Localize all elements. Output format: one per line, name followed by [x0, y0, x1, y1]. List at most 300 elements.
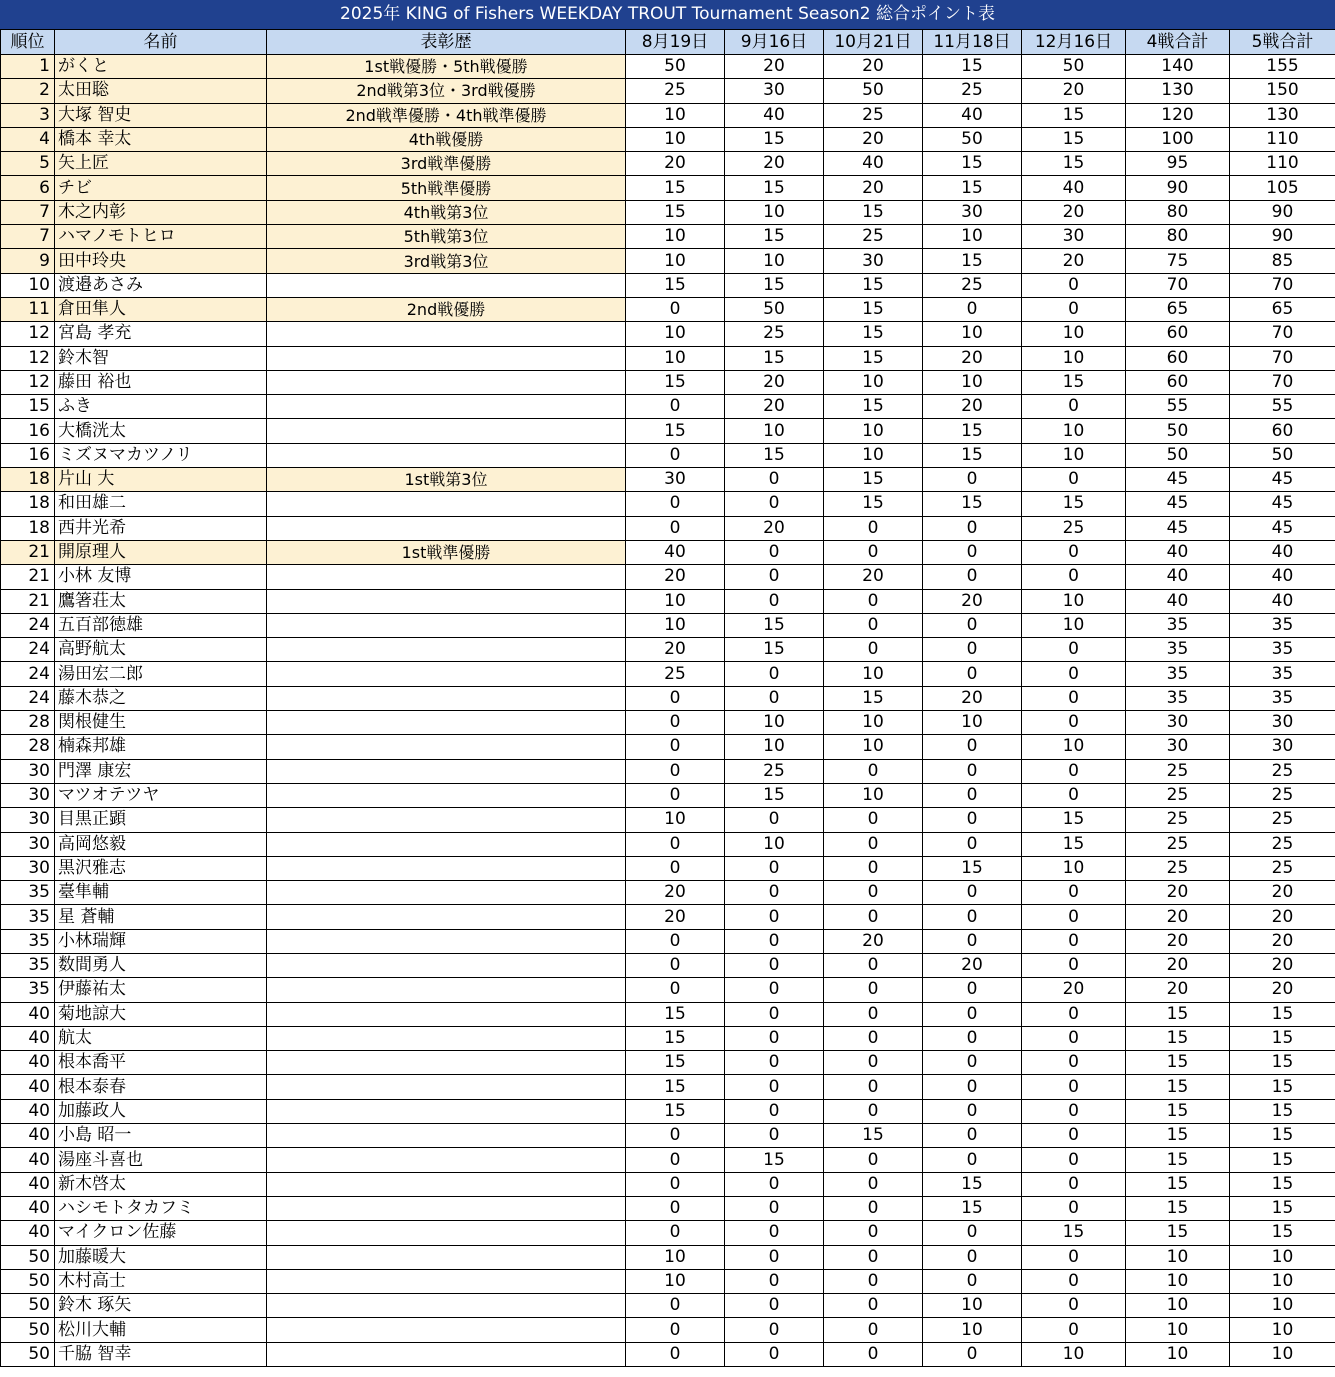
- name-cell: 木村高士: [55, 1269, 267, 1293]
- rank-cell: 18: [1, 516, 55, 540]
- total-4-cell: 120: [1126, 103, 1230, 127]
- round-1-cell: 10: [626, 225, 725, 249]
- total-5-cell: 35: [1230, 662, 1335, 686]
- round-2-cell: 0: [725, 1245, 824, 1269]
- round-3-cell: 10: [824, 662, 923, 686]
- round-2-cell: 0: [725, 540, 824, 564]
- round-1-cell: 0: [626, 953, 725, 977]
- total-4-cell: 60: [1126, 370, 1230, 394]
- total-5-cell: 35: [1230, 686, 1335, 710]
- name-cell: ハマノモトヒロ: [55, 225, 267, 249]
- round-5-cell: 0: [1022, 953, 1126, 977]
- total-5-cell: 50: [1230, 443, 1335, 467]
- rank-cell: 21: [1, 589, 55, 613]
- name-cell: マツオテツヤ: [55, 783, 267, 807]
- awards-cell: [267, 1342, 626, 1366]
- name-cell: 和田雄二: [55, 492, 267, 516]
- total-4-cell: 15: [1126, 1026, 1230, 1050]
- rank-cell: 30: [1, 832, 55, 856]
- total-4-cell: 45: [1126, 492, 1230, 516]
- total-4-cell: 90: [1126, 176, 1230, 200]
- awards-cell: [267, 1294, 626, 1318]
- total-4-cell: 35: [1126, 686, 1230, 710]
- total-4-cell: 15: [1126, 1172, 1230, 1196]
- round-2-cell: 0: [725, 978, 824, 1002]
- name-cell: 湯田宏二郎: [55, 662, 267, 686]
- table-row: [1, 540, 1335, 564]
- round-3-cell: 0: [824, 540, 923, 564]
- round-5-cell: 0: [1022, 1075, 1126, 1099]
- awards-cell: [267, 638, 626, 662]
- total-5-cell: 40: [1230, 589, 1335, 613]
- round-3-cell: 15: [824, 468, 923, 492]
- table-row: [1, 225, 1335, 249]
- round-5-cell: 0: [1022, 1318, 1126, 1342]
- total-4-cell: 25: [1126, 759, 1230, 783]
- round-1-cell: 0: [626, 686, 725, 710]
- total-4-cell: 55: [1126, 395, 1230, 419]
- round-1-cell: 20: [626, 152, 725, 176]
- round-5-cell: 0: [1022, 1148, 1126, 1172]
- total-4-cell: 20: [1126, 905, 1230, 929]
- rank-cell: 3: [1, 103, 55, 127]
- round-2-cell: 50: [725, 297, 824, 321]
- round-3-cell: 0: [824, 759, 923, 783]
- total-5-cell: 15: [1230, 1002, 1335, 1026]
- total-5-cell: 110: [1230, 152, 1335, 176]
- name-cell: 航太: [55, 1026, 267, 1050]
- round-4-cell: 15: [923, 443, 1022, 467]
- awards-cell: [267, 395, 626, 419]
- awards-cell: 4th戦第3位: [267, 200, 626, 224]
- rank-cell: 9: [1, 249, 55, 273]
- total-4-cell: 50: [1126, 443, 1230, 467]
- name-cell: 根本喬平: [55, 1051, 267, 1075]
- round-1-cell: 0: [626, 297, 725, 321]
- awards-cell: [267, 1318, 626, 1342]
- round-4-cell: 0: [923, 1002, 1022, 1026]
- rank-cell: 50: [1, 1318, 55, 1342]
- total-4-cell: 15: [1126, 1075, 1230, 1099]
- round-4-cell: 0: [923, 297, 1022, 321]
- round-1-cell: 10: [626, 589, 725, 613]
- awards-cell: [267, 759, 626, 783]
- round-4-cell: 0: [923, 1124, 1022, 1148]
- round-4-cell: 30: [923, 200, 1022, 224]
- header-row: [1, 30, 1335, 55]
- round-3-cell: 0: [824, 978, 923, 1002]
- round-4-cell: 50: [923, 127, 1022, 151]
- name-cell: 太田聡: [55, 79, 267, 103]
- table-row: [1, 905, 1335, 929]
- table-row: [1, 881, 1335, 905]
- table-row: [1, 856, 1335, 880]
- round-5-cell: 20: [1022, 79, 1126, 103]
- rank-cell: 40: [1, 1099, 55, 1123]
- table-row: [1, 79, 1335, 103]
- awards-cell: [267, 735, 626, 759]
- name-cell: 木之内彰: [55, 200, 267, 224]
- round-3-cell: 0: [824, 1002, 923, 1026]
- rank-cell: 7: [1, 200, 55, 224]
- total-5-cell: 130: [1230, 103, 1335, 127]
- round-5-cell: 0: [1022, 783, 1126, 807]
- round-2-cell: 0: [725, 929, 824, 953]
- round-2-cell: 0: [725, 468, 824, 492]
- table-row: [1, 1099, 1335, 1123]
- table-row: [1, 1075, 1335, 1099]
- round-4-cell: 0: [923, 613, 1022, 637]
- round-1-cell: 0: [626, 1318, 725, 1342]
- table-row: [1, 1318, 1335, 1342]
- round-4-cell: 15: [923, 1196, 1022, 1220]
- rank-cell: 50: [1, 1342, 55, 1366]
- round-4-cell: 10: [923, 711, 1022, 735]
- round-2-cell: 20: [725, 152, 824, 176]
- name-cell: 橋本 幸太: [55, 127, 267, 151]
- awards-cell: 2nd戦準優勝・4th戦準優勝: [267, 103, 626, 127]
- round-3-cell: 0: [824, 1051, 923, 1075]
- round-1-cell: 10: [626, 1245, 725, 1269]
- round-5-cell: 0: [1022, 929, 1126, 953]
- round-3-cell: 20: [824, 127, 923, 151]
- rank-cell: 35: [1, 881, 55, 905]
- total-4-cell: 45: [1126, 468, 1230, 492]
- total-5-cell: 25: [1230, 783, 1335, 807]
- round-5-cell: 0: [1022, 711, 1126, 735]
- round-4-cell: 15: [923, 492, 1022, 516]
- total-5-cell: 25: [1230, 856, 1335, 880]
- total-5-cell: 45: [1230, 516, 1335, 540]
- awards-cell: 1st戦第3位: [267, 468, 626, 492]
- round-3-cell: 0: [824, 1245, 923, 1269]
- total-4-cell: 70: [1126, 273, 1230, 297]
- rank-cell: 40: [1, 1124, 55, 1148]
- rank-cell: 12: [1, 322, 55, 346]
- name-cell: 千脇 智幸: [55, 1342, 267, 1366]
- round-1-cell: 40: [626, 540, 725, 564]
- table-row: [1, 662, 1335, 686]
- round-4-cell: 0: [923, 832, 1022, 856]
- round-3-cell: 0: [824, 1026, 923, 1050]
- round-3-cell: 15: [824, 200, 923, 224]
- name-cell: 大塚 智史: [55, 103, 267, 127]
- round-2-cell: 20: [725, 516, 824, 540]
- total-5-cell: 20: [1230, 905, 1335, 929]
- awards-cell: [267, 832, 626, 856]
- round-2-cell: 20: [725, 55, 824, 79]
- round-3-cell: 40: [824, 152, 923, 176]
- round-2-cell: 0: [725, 1342, 824, 1366]
- total-4-cell: 60: [1126, 322, 1230, 346]
- round-2-cell: 15: [725, 638, 824, 662]
- total-5-cell: 20: [1230, 978, 1335, 1002]
- name-cell: 楠森邦雄: [55, 735, 267, 759]
- total-4-cell: 35: [1126, 638, 1230, 662]
- table-row: [1, 443, 1335, 467]
- total-4-cell: 15: [1126, 1124, 1230, 1148]
- awards-cell: [267, 881, 626, 905]
- round-5-cell: 0: [1022, 1051, 1126, 1075]
- rank-cell: 21: [1, 565, 55, 589]
- round-1-cell: 0: [626, 711, 725, 735]
- rank-cell: 1: [1, 55, 55, 79]
- round-3-cell: 15: [824, 297, 923, 321]
- round-1-cell: 0: [626, 1221, 725, 1245]
- total-5-cell: 110: [1230, 127, 1335, 151]
- header-round-5: 12月16日: [1022, 30, 1126, 55]
- round-3-cell: 0: [824, 808, 923, 832]
- round-5-cell: 10: [1022, 856, 1126, 880]
- table-row: [1, 1002, 1335, 1026]
- round-1-cell: 0: [626, 929, 725, 953]
- table-row: [1, 978, 1335, 1002]
- round-4-cell: 15: [923, 152, 1022, 176]
- round-4-cell: 25: [923, 273, 1022, 297]
- total-4-cell: 15: [1126, 1221, 1230, 1245]
- total-4-cell: 45: [1126, 516, 1230, 540]
- round-5-cell: 10: [1022, 443, 1126, 467]
- round-5-cell: 0: [1022, 1099, 1126, 1123]
- awards-cell: [267, 1148, 626, 1172]
- table-row: [1, 370, 1335, 394]
- awards-cell: [267, 1002, 626, 1026]
- table-row: [1, 759, 1335, 783]
- table-row: [1, 346, 1335, 370]
- total-5-cell: 35: [1230, 613, 1335, 637]
- round-3-cell: 0: [824, 1221, 923, 1245]
- round-2-cell: 0: [725, 881, 824, 905]
- name-cell: 大橋洸太: [55, 419, 267, 443]
- table-row: [1, 783, 1335, 807]
- round-3-cell: 10: [824, 419, 923, 443]
- total-5-cell: 10: [1230, 1294, 1335, 1318]
- total-5-cell: 15: [1230, 1099, 1335, 1123]
- awards-cell: 3rd戦第3位: [267, 249, 626, 273]
- rank-cell: 21: [1, 540, 55, 564]
- name-cell: 田中玲央: [55, 249, 267, 273]
- round-4-cell: 20: [923, 346, 1022, 370]
- round-1-cell: 0: [626, 978, 725, 1002]
- awards-cell: [267, 783, 626, 807]
- round-5-cell: 0: [1022, 1196, 1126, 1220]
- round-3-cell: 0: [824, 1172, 923, 1196]
- round-3-cell: 15: [824, 686, 923, 710]
- total-4-cell: 20: [1126, 881, 1230, 905]
- rank-cell: 40: [1, 1148, 55, 1172]
- table-row: [1, 1294, 1335, 1318]
- round-3-cell: 0: [824, 1196, 923, 1220]
- round-2-cell: 10: [725, 735, 824, 759]
- round-3-cell: 0: [824, 881, 923, 905]
- round-4-cell: 15: [923, 856, 1022, 880]
- rank-cell: 16: [1, 443, 55, 467]
- awards-cell: [267, 322, 626, 346]
- round-2-cell: 0: [725, 589, 824, 613]
- round-5-cell: 0: [1022, 540, 1126, 564]
- table-row: [1, 200, 1335, 224]
- round-3-cell: 0: [824, 1099, 923, 1123]
- round-1-cell: 20: [626, 881, 725, 905]
- round-3-cell: 30: [824, 249, 923, 273]
- total-5-cell: 15: [1230, 1172, 1335, 1196]
- table-row: [1, 1196, 1335, 1220]
- awards-cell: [267, 346, 626, 370]
- total-5-cell: 10: [1230, 1342, 1335, 1366]
- round-1-cell: 15: [626, 176, 725, 200]
- name-cell: 新木啓太: [55, 1172, 267, 1196]
- total-5-cell: 10: [1230, 1269, 1335, 1293]
- total-4-cell: 35: [1126, 613, 1230, 637]
- name-cell: 小林 友博: [55, 565, 267, 589]
- name-cell: 片山 大: [55, 468, 267, 492]
- round-2-cell: 0: [725, 1196, 824, 1220]
- round-3-cell: 0: [824, 1318, 923, 1342]
- awards-cell: [267, 1245, 626, 1269]
- table-row: [1, 832, 1335, 856]
- round-1-cell: 0: [626, 856, 725, 880]
- awards-cell: [267, 613, 626, 637]
- awards-cell: [267, 1172, 626, 1196]
- round-4-cell: 15: [923, 249, 1022, 273]
- round-4-cell: 0: [923, 516, 1022, 540]
- round-2-cell: 0: [725, 856, 824, 880]
- round-2-cell: 40: [725, 103, 824, 127]
- round-2-cell: 25: [725, 759, 824, 783]
- round-5-cell: 15: [1022, 152, 1126, 176]
- awards-cell: 2nd戦第3位・3rd戦優勝: [267, 79, 626, 103]
- round-2-cell: 0: [725, 565, 824, 589]
- rank-cell: 28: [1, 711, 55, 735]
- awards-cell: [267, 419, 626, 443]
- round-2-cell: 0: [725, 1221, 824, 1245]
- round-2-cell: 10: [725, 200, 824, 224]
- round-3-cell: 0: [824, 1294, 923, 1318]
- round-5-cell: 15: [1022, 103, 1126, 127]
- round-3-cell: 20: [824, 565, 923, 589]
- round-5-cell: 15: [1022, 808, 1126, 832]
- table-row: [1, 1342, 1335, 1366]
- round-3-cell: 0: [824, 1075, 923, 1099]
- round-5-cell: 50: [1022, 55, 1126, 79]
- total-5-cell: 150: [1230, 79, 1335, 103]
- total-5-cell: 35: [1230, 638, 1335, 662]
- round-5-cell: 30: [1022, 225, 1126, 249]
- total-4-cell: 140: [1126, 55, 1230, 79]
- name-cell: 藤田 裕也: [55, 370, 267, 394]
- round-5-cell: 0: [1022, 1245, 1126, 1269]
- rank-cell: 40: [1, 1172, 55, 1196]
- round-1-cell: 0: [626, 1342, 725, 1366]
- table-row: [1, 735, 1335, 759]
- awards-cell: [267, 686, 626, 710]
- name-cell: 小島 昭一: [55, 1124, 267, 1148]
- round-3-cell: 0: [824, 856, 923, 880]
- table-row: [1, 492, 1335, 516]
- table-row: [1, 638, 1335, 662]
- awards-cell: 1st戦準優勝: [267, 540, 626, 564]
- round-2-cell: 0: [725, 1318, 824, 1342]
- rank-cell: 30: [1, 783, 55, 807]
- standings-table: [0, 29, 1335, 1367]
- total-4-cell: 80: [1126, 200, 1230, 224]
- round-4-cell: 20: [923, 686, 1022, 710]
- round-3-cell: 15: [824, 322, 923, 346]
- total-5-cell: 55: [1230, 395, 1335, 419]
- round-2-cell: 0: [725, 1002, 824, 1026]
- total-5-cell: 45: [1230, 468, 1335, 492]
- table-row: [1, 103, 1335, 127]
- round-4-cell: 0: [923, 638, 1022, 662]
- round-1-cell: 10: [626, 808, 725, 832]
- header-name: 名前: [55, 30, 267, 55]
- round-4-cell: 10: [923, 1318, 1022, 1342]
- round-5-cell: 0: [1022, 395, 1126, 419]
- round-2-cell: 25: [725, 322, 824, 346]
- round-4-cell: 40: [923, 103, 1022, 127]
- total-4-cell: 25: [1126, 856, 1230, 880]
- total-4-cell: 25: [1126, 808, 1230, 832]
- name-cell: 渡邉あさみ: [55, 273, 267, 297]
- total-5-cell: 30: [1230, 711, 1335, 735]
- round-1-cell: 10: [626, 249, 725, 273]
- round-5-cell: 15: [1022, 127, 1126, 151]
- table-row: [1, 1051, 1335, 1075]
- round-1-cell: 0: [626, 395, 725, 419]
- round-4-cell: 0: [923, 540, 1022, 564]
- name-cell: 五百部徳雄: [55, 613, 267, 637]
- total-4-cell: 40: [1126, 565, 1230, 589]
- round-1-cell: 0: [626, 443, 725, 467]
- total-4-cell: 60: [1126, 346, 1230, 370]
- round-5-cell: 10: [1022, 589, 1126, 613]
- round-5-cell: 0: [1022, 1172, 1126, 1196]
- name-cell: 数間勇人: [55, 953, 267, 977]
- round-5-cell: 15: [1022, 832, 1126, 856]
- round-2-cell: 0: [725, 1051, 824, 1075]
- total-5-cell: 15: [1230, 1221, 1335, 1245]
- header-round-2: 9月16日: [725, 30, 824, 55]
- round-3-cell: 0: [824, 1148, 923, 1172]
- round-4-cell: 0: [923, 905, 1022, 929]
- name-cell: 根本泰春: [55, 1075, 267, 1099]
- round-4-cell: 25: [923, 79, 1022, 103]
- round-4-cell: 0: [923, 1026, 1022, 1050]
- table-row: [1, 1245, 1335, 1269]
- total-5-cell: 60: [1230, 419, 1335, 443]
- round-4-cell: 0: [923, 1051, 1022, 1075]
- total-5-cell: 40: [1230, 540, 1335, 564]
- round-3-cell: 25: [824, 103, 923, 127]
- total-5-cell: 25: [1230, 759, 1335, 783]
- sheet-title: 2025年 KING of Fishers WEEKDAY TROUT Tournament Season2 総合ポイント表: [0, 0, 1335, 29]
- round-5-cell: 15: [1022, 370, 1126, 394]
- name-cell: 松川大輔: [55, 1318, 267, 1342]
- awards-cell: [267, 1075, 626, 1099]
- rank-cell: 35: [1, 978, 55, 1002]
- round-2-cell: 15: [725, 613, 824, 637]
- awards-cell: 4th戦優勝: [267, 127, 626, 151]
- round-5-cell: 0: [1022, 468, 1126, 492]
- round-1-cell: 0: [626, 1294, 725, 1318]
- total-4-cell: 15: [1126, 1099, 1230, 1123]
- total-5-cell: 15: [1230, 1051, 1335, 1075]
- round-1-cell: 0: [626, 783, 725, 807]
- header-rank: 順位: [1, 30, 55, 55]
- rank-cell: 24: [1, 613, 55, 637]
- round-5-cell: 0: [1022, 1002, 1126, 1026]
- round-5-cell: 0: [1022, 297, 1126, 321]
